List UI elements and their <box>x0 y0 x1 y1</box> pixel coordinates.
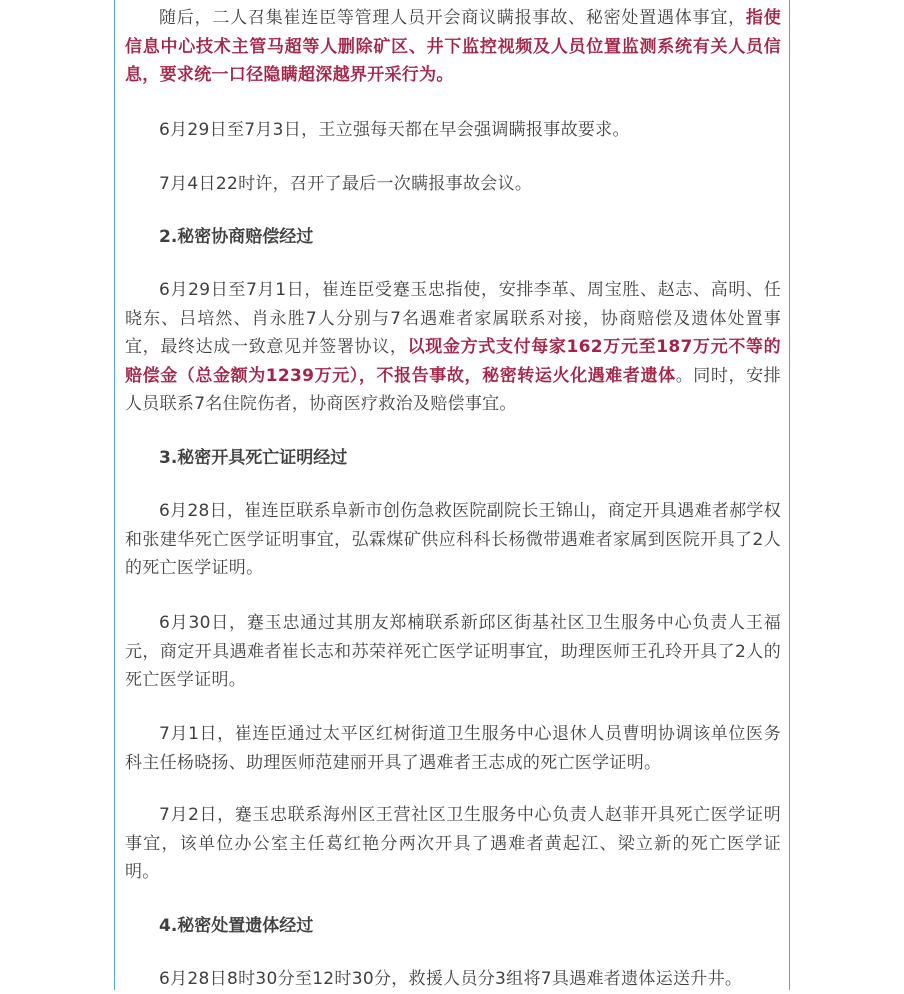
highlighted-text: 以现金方式支付每家162万元至187万元不等的赔偿金（总金额为1239万元），不报告事故，秘密转运火化遇难者遗体 <box>125 337 781 386</box>
section-heading: 3.秘密开具死亡证明经过 <box>159 448 348 468</box>
paragraph: 6月28日，崔连臣联系阜新市创伤急救医院副院长王锦山，商定开具遇难者郝学权和张建华死亡医学证明事宜，弘霖煤矿供应科科长杨微带遇难者家属到医院开具了2人的死亡医学证明。 <box>125 501 781 578</box>
paragraph-text: 随后，二人召集崔连臣等管理人员开会商议瞒报事故、秘密处置遇体事宜， <box>159 8 746 28</box>
paragraph: 7月4日22时许，召开了最后一次瞒报事故会议。 <box>159 174 533 194</box>
paragraph: 7月2日，蹇玉忠联系海州区王营社区卫生服务中心负责人赵菲开具死亡医学证明事宜，该单位办公室主任葛红艳分两次开具了遇难者黄起江、梁立新的死亡医学证明。 <box>125 805 781 882</box>
paragraph <box>125 4 781 90</box>
paragraph: 7月1日，崔连臣通过太平区红树街道卫生服务中心退休人员曹明协调该单位医务科主任杨晓扬、助理医师范建丽开具了遇难者王志成的死亡医学证明。 <box>125 724 781 773</box>
paragraph <box>125 276 781 419</box>
section-heading: 2.秘密协商赔偿经过 <box>159 227 314 247</box>
section-heading: 4.秘密处置遗体经过 <box>159 916 314 936</box>
paragraph-text: 。同时，安排人员联系7名住院伤者，协商医疗救治及赔偿事宜。 <box>125 365 781 414</box>
paragraph: 6月30日，蹇玉忠通过其朋友郑楠联系新邱区街基社区卫生服务中心负责人王福元，商定开具遇难者崔长志和苏荣祥死亡医学证明事宜，助理医师王孔玲开具了2人的死亡医学证明。 <box>125 613 781 690</box>
highlighted-text: 指使信息中心技术主管马超等人删除矿区、井下监控视频及人员位置监测系统有关人员信息，要求统一口径隐瞒超深越界开采行为。 <box>125 8 781 85</box>
paragraph: 6月29日至7月3日，王立强每天都在早会强调瞒报事故要求。 <box>159 120 630 140</box>
paragraph-text: 6月29日至7月1日，崔连臣受蹇玉忠指使，安排李革、周宝胜、赵志、高明、任晓东、吕培然、肖永胜7人分别与7名遇难者家属联系对接，协商赔偿及遗体处置事宜，最终达成一致意见并签署协议， <box>125 280 781 357</box>
article-body <box>114 0 790 990</box>
paragraph: 6月28日8时30分至12时30分，救援人员分3组将7具遇难者遗体运送升井。 <box>159 969 743 989</box>
